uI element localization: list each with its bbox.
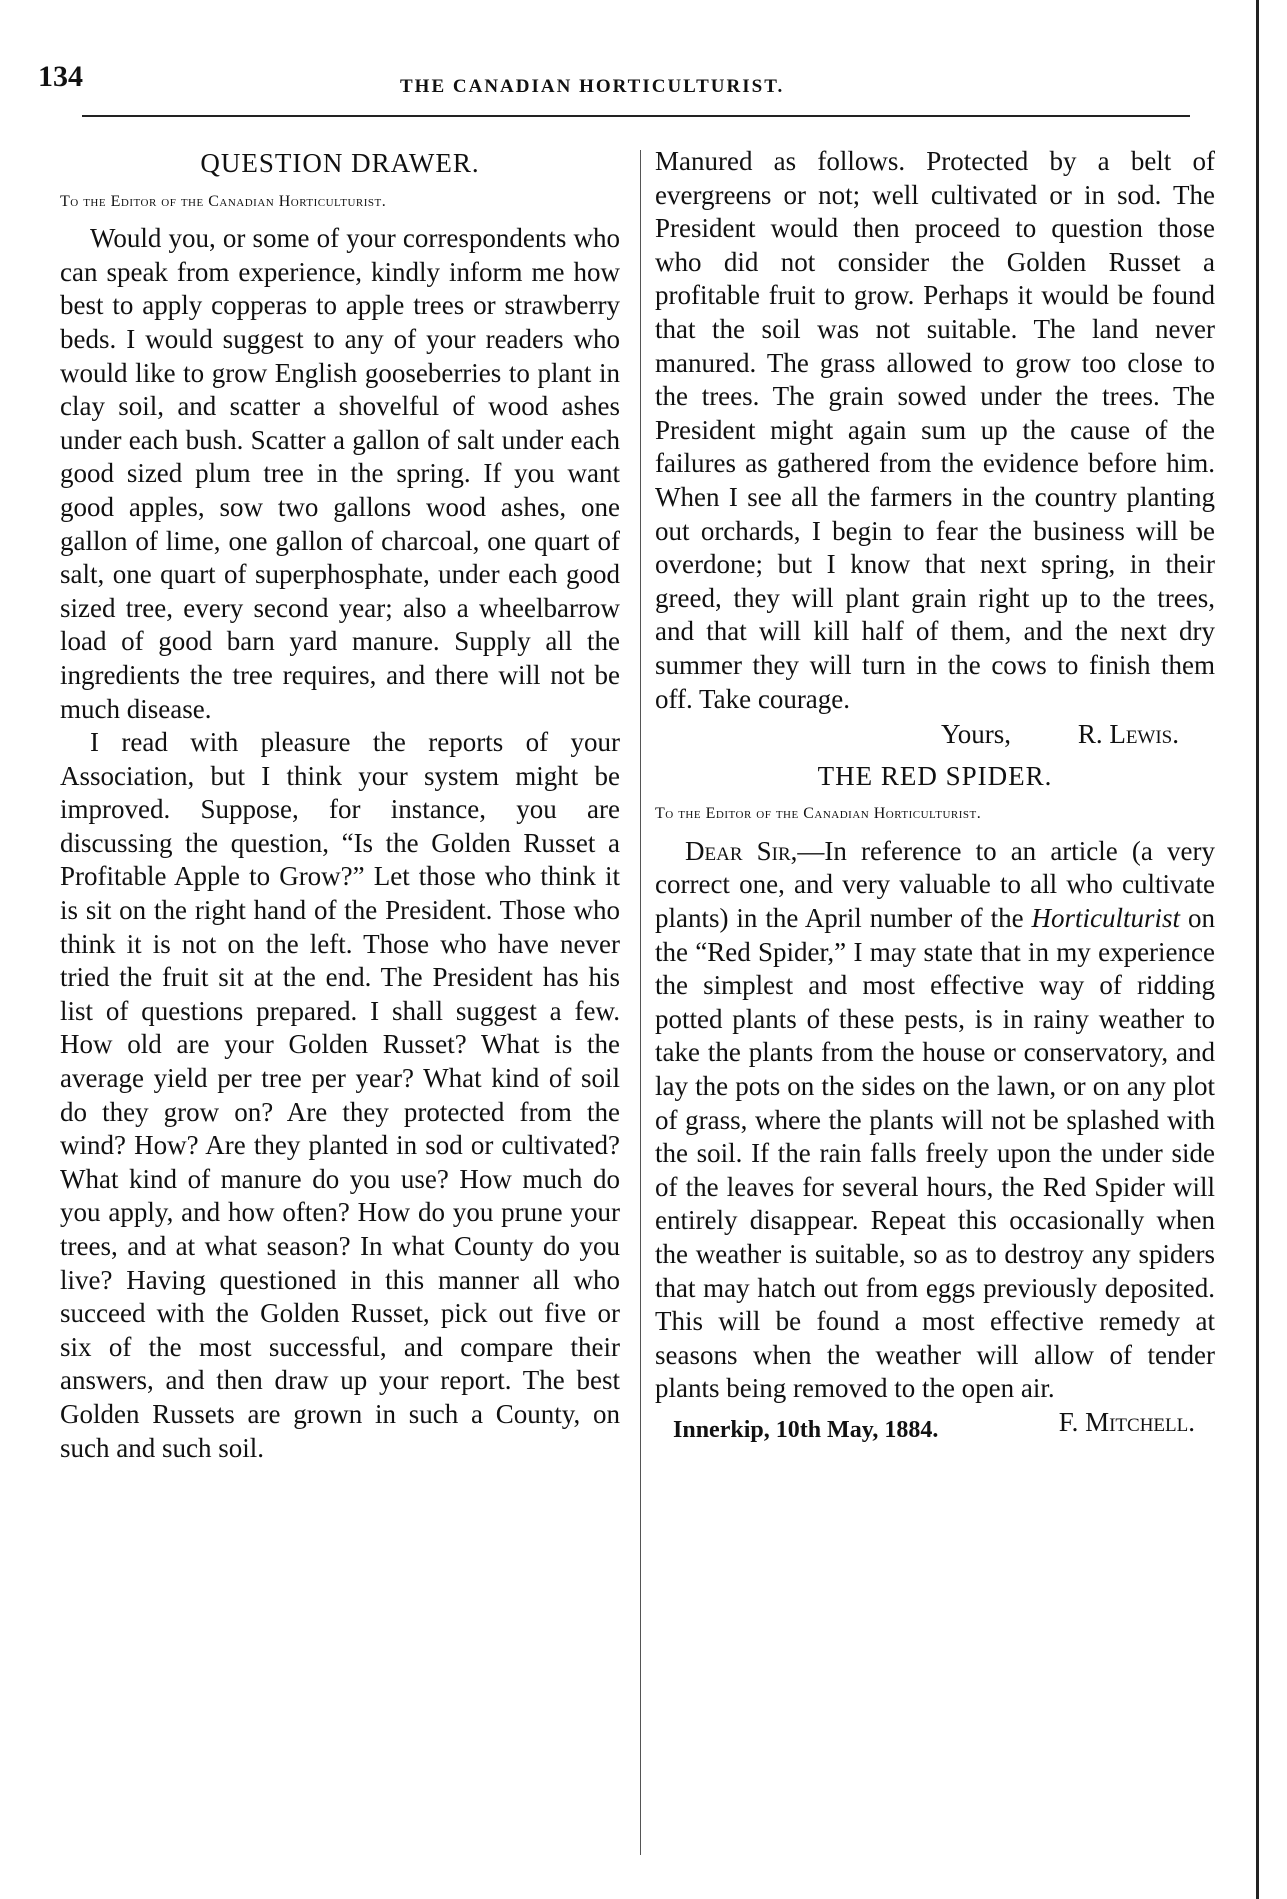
left-column [60,145,620,1465]
article-paragraph: I read with pleasure the reports of your Association, but I think your system might be improved. Suppose, for instance, you are discussing the question, “Is the Golden Russet a Profitable Apple to Grow?” Let those who think it is sit on the right hand of the President. Those who think it is not on the left. Those who have never tried the fruit sit at the end. The President has his list of questions prepared. I shall suggest a few. How old are your Golden Russet? What is the average yield per tree per year? What kind of soil do they grow on? Are they protected from the wind? How? Are they planted in sod or cultivated? What kind of manure do you use? How much do you apply, and how often? How do you prune your trees, and at what season? In what County do you live? Having questioned in this manner all who succeed with the Golden Russet, pick out five or six of the most successful, and compare their answers, and then draw up your report. The best Golden Russets are grown in such a County, on such and such soil. [60,727,620,1463]
page-edge-rule [1256,0,1259,1899]
body-text: on the “Red Spider,” I may state that in my experience the simplest and most effective way of ridding potted plants of these pests, is in rainy weather to take the plants from the house or conservatory, and lay the pots on the sides on the lawn, or on any plot of grass, where the plants will not be splashed with the soil. If the rain falls freely upon the under side of the leaves for several hours, the Red Spider will entirely disappear. Repeat this occasionally when the weather is suitable, so as to destroy any spiders that may hatch out from eggs previously deposited. This will be found a most effective remedy at seasons when the weather will allow of tender plants being removed to the open air. [655,903,1216,1404]
page-number: 134 [38,60,83,93]
body-text: —In reference to an article (a very correct one, and very valuable to all who cultivate plants) in the April number of the [655,835,1215,934]
author-name: F. Mitchell. [1058,1406,1195,1437]
right-column [655,145,1215,1448]
running-head: THE CANADIAN HORTICULTURIST. [400,76,785,97]
salutation: Dear Sir, [685,835,798,866]
author-name: R. Lewis. [1077,719,1179,750]
to-editor-line: To the Editor of the Canadian Horticulturist. [60,192,387,210]
column-divider [640,150,641,1855]
header-rule [82,115,1190,117]
sign-off: Yours, [941,719,1012,750]
dateline: Innerkip, 10th May, 1884. [673,1416,939,1443]
to-editor-line: To the Editor of the Canadian Horticulturist. [655,805,982,823]
article-title-question-drawer: QUESTION DRAWER. [200,148,480,178]
article-paragraph-continued: Manured as follows. Protected by a belt of evergreens or not; well cultivated or in sod. The President would then proceed to question those who did not consider the Golden Russet a profitable fruit to grow. Perhaps it would be found that the soil was not suitable. The land never manured. The grass allowed to grow too close to the trees. The grain sowed under the trees. The President might again sum up the cause of the failures as gathered from the evidence before him. When I see all the farmers in the country planting out orchards, I begin to fear the business will be overdone; but I know that next spring, in their greed, they will plant grain right up to the trees, and that will kill half of them, and the next dry summer they will turn in the cows to finish them off. Take courage. [655,146,1215,714]
italic-title: Horticulturist [1031,903,1181,934]
article-paragraph: Would you, or some of your correspondents who can speak from experience, kindly inform me how best to apply copperas to apple trees or strawberry beds. I would suggest to any of your readers who would like to grow English gooseberries to plant in clay soil, and scatter a shovelful of wood ashes under each bush. Scatter a gallon of salt under each good sized plum tree in the spring. If you want good apples, sow two gallons wood ashes, one gallon of lime, one gallon of charcoal, one quart of salt, one quart of superphosphate, under each good sized tree, every second year; also a wheelbarrow load of good barn yard manure. Supply all the ingredients the tree requires, and there will not be much disease. [60,223,620,724]
article-title-red-spider: THE RED SPIDER. [817,760,1053,791]
signature-block [655,718,1179,752]
